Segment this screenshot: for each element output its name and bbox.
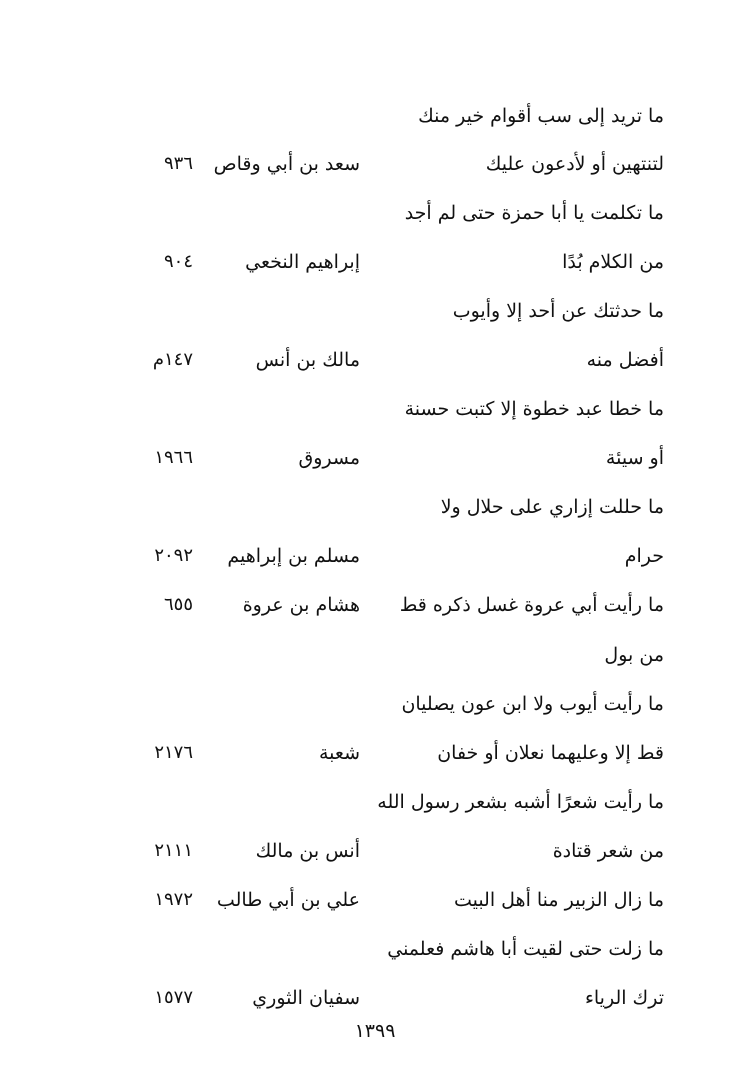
entry-row bbox=[0, 680, 750, 728]
entry-number: ١٥٧٧ bbox=[154, 987, 193, 1008]
entry-row bbox=[0, 581, 750, 629]
entry-text: أو سيئة bbox=[605, 447, 664, 469]
entry-text: أفضل منه bbox=[586, 349, 664, 371]
entry-row bbox=[0, 974, 750, 1022]
entry-row bbox=[0, 385, 750, 433]
entry-text: من الكلام بُدًا bbox=[562, 251, 664, 273]
entry-text: ما رأيت أيوب ولا ابن عون يصليان bbox=[401, 693, 664, 715]
page-number: ١٣٩٩ bbox=[354, 1020, 396, 1042]
entry-number: ٩٣٦ bbox=[163, 153, 193, 174]
entry-narrator: سعد بن أبي وقاص bbox=[213, 153, 360, 175]
entry-text: ما زلت حتى لقيت أبا هاشم فعلمني bbox=[387, 938, 664, 960]
entry-row bbox=[0, 532, 750, 580]
entry-row bbox=[0, 140, 750, 188]
entry-number: ١٩٦٦ bbox=[154, 447, 193, 468]
entry-row bbox=[0, 631, 750, 679]
entry-number: ٢٠٩٢ bbox=[154, 545, 193, 566]
entry-text: حرام bbox=[624, 545, 664, 567]
entry-row bbox=[0, 729, 750, 777]
entry-narrator: مالك بن أنس bbox=[255, 349, 360, 371]
entry-row bbox=[0, 287, 750, 335]
entry-narrator: أنس بن مالك bbox=[255, 840, 360, 862]
entry-row bbox=[0, 189, 750, 237]
entry-narrator: هشام بن عروة bbox=[242, 594, 360, 616]
entry-row bbox=[0, 336, 750, 384]
entry-text: ما رأيت شعرًا أشبه بشعر رسول الله bbox=[377, 791, 664, 813]
entry-text: ما حدثتك عن أحد إلا وأيوب bbox=[452, 300, 664, 322]
entry-narrator: سفيان الثوري bbox=[252, 987, 360, 1009]
entry-text: ما خطا عبد خطوة إلا كتبت حسنة bbox=[404, 398, 664, 420]
entry-number: ٢١٧٦ bbox=[154, 742, 193, 763]
entry-narrator: إبراهيم النخعي bbox=[245, 251, 360, 273]
entry-text: من شعر قتادة bbox=[552, 840, 664, 862]
entry-text: ما رأيت أبي عروة غسل ذكره قط bbox=[399, 594, 664, 616]
entry-text: ما تريد إلى سب أقوام خير منك bbox=[418, 105, 664, 127]
entry-number: ٩٠٤ bbox=[163, 251, 193, 272]
entry-narrator: علي بن أبي طالب bbox=[216, 889, 360, 911]
entry-row bbox=[0, 925, 750, 973]
entry-text: قط إلا وعليهما نعلان أو خفان bbox=[437, 742, 664, 764]
entry-row bbox=[0, 827, 750, 875]
entry-row bbox=[0, 778, 750, 826]
entry-text: ما زال الزبير منا أهل البيت bbox=[453, 889, 664, 911]
entry-row bbox=[0, 876, 750, 924]
entry-row bbox=[0, 434, 750, 482]
entry-row bbox=[0, 483, 750, 531]
entry-text: ما تكلمت يا أبا حمزة حتى لم أجد bbox=[404, 202, 664, 224]
entry-text: لتنتهين أو لأدعون عليك bbox=[485, 153, 664, 175]
entry-number: ١٩٧٢ bbox=[154, 889, 193, 910]
entry-row bbox=[0, 92, 750, 140]
entry-text: ترك الرياء bbox=[584, 987, 664, 1009]
entry-text: ما حللت إزاري على حلال ولا bbox=[440, 496, 664, 518]
entry-narrator: مسلم بن إبراهيم bbox=[227, 545, 360, 567]
entry-narrator: شعبة bbox=[318, 742, 360, 764]
entry-number: ٢١١١ bbox=[154, 840, 193, 861]
entry-number: ١٤٧م bbox=[152, 349, 193, 370]
entry-row bbox=[0, 238, 750, 286]
entry-text: من بول bbox=[604, 644, 664, 666]
entry-narrator: مسروق bbox=[298, 447, 360, 469]
entry-number: ٦٥٥ bbox=[163, 594, 193, 615]
